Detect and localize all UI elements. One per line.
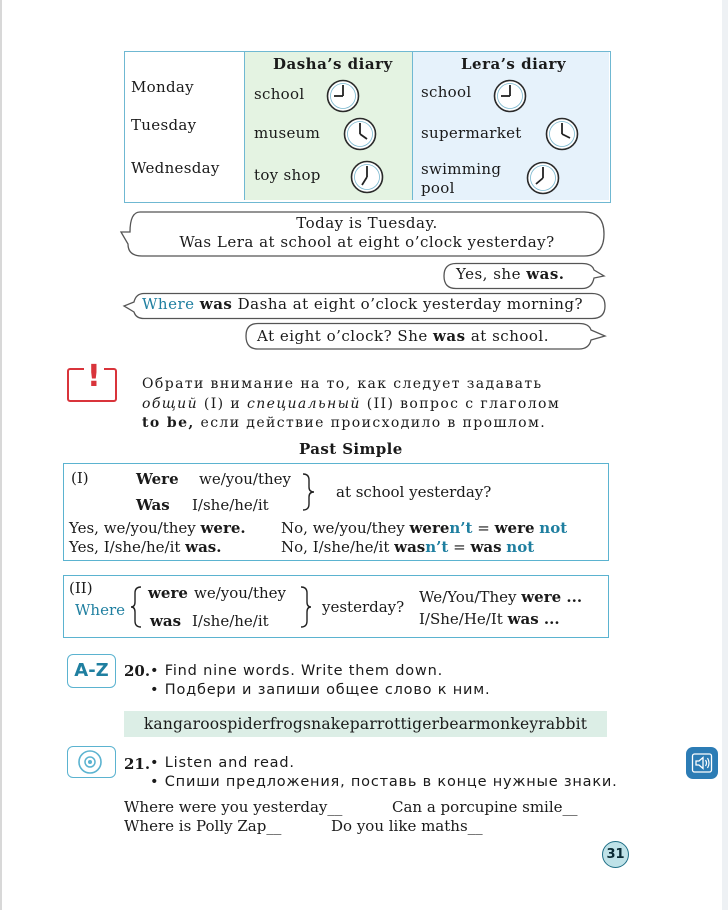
sentence-2-blank: __ xyxy=(562,798,578,816)
g1-r2-yes-was: was. xyxy=(185,538,222,556)
g2-yesterday: yesterday? xyxy=(322,598,405,616)
g1-was-subjects: I/she/he/it xyxy=(192,496,269,514)
g1-r2-eq: = xyxy=(453,538,466,556)
day-monday: Monday xyxy=(131,78,194,96)
g2-were-subjects: we/you/they xyxy=(194,584,287,602)
bubble-3-rest: Dasha at eight o’clock yesterday morning? xyxy=(237,295,584,313)
g1-r2-no: No, I/she/he/it xyxy=(281,538,395,556)
bubble-4-text xyxy=(257,327,549,346)
g1-r1-yes-were: were. xyxy=(200,519,246,537)
sentence-3-text: Where is Polly Zap xyxy=(124,817,267,835)
g1-r1-nt: n’t xyxy=(449,519,473,537)
g1-r2-yes: Yes, I/she/he/it xyxy=(69,538,186,556)
g1-were-subjects: we/you/they xyxy=(199,470,292,488)
speaker-icon xyxy=(686,747,718,779)
g1-answer-yes-1 xyxy=(69,519,246,537)
attention-rest: если действие происходило в прошлом. xyxy=(194,415,547,431)
task-21-line-1: • Listen and read. xyxy=(150,755,295,771)
past-simple-title: Past Simple xyxy=(299,440,403,458)
g1-label: (I) xyxy=(71,469,89,487)
task-21-line-2: • Спиши предложения, поставь в конце нужные знаки. xyxy=(150,774,618,790)
sentence-3-blank: __ xyxy=(266,817,282,835)
g1-was: Was xyxy=(136,496,170,514)
exclamation-icon: ! xyxy=(84,360,104,394)
clock-icon xyxy=(350,160,384,194)
g1-were: Were xyxy=(136,470,179,488)
bubble-1-line-1: Today is Tuesday. xyxy=(296,214,438,232)
bubble-3-was: was xyxy=(199,295,233,313)
task-20-number: 20. xyxy=(124,662,151,680)
g1-r2-was: was xyxy=(470,538,502,556)
sentence-2 xyxy=(392,798,578,816)
attention-line-3 xyxy=(142,414,546,433)
day-tuesday: Tuesday xyxy=(131,116,197,134)
dasha-tuesday: museum xyxy=(254,124,321,142)
attention-line-2 xyxy=(142,395,560,414)
g1-r1-eq: = xyxy=(477,519,490,537)
g2-label: (II) xyxy=(69,579,93,597)
g1-answer-no-1 xyxy=(281,519,567,537)
sentence-4-blank: __ xyxy=(467,817,483,835)
g2-left-brace xyxy=(130,585,144,629)
g1-r2-nt: n’t xyxy=(425,538,449,556)
az-icon: A-Z xyxy=(67,654,116,688)
clock-icon xyxy=(493,79,527,113)
g2-right-brace xyxy=(298,585,312,629)
g1-r1-no: No, we/you/they xyxy=(281,519,410,537)
lera-monday: school xyxy=(421,83,472,101)
task-20-line-1: • Find nine words. Write them down. xyxy=(150,663,443,679)
g2-answer-1 xyxy=(419,588,582,606)
audio-play-button[interactable] xyxy=(686,747,718,779)
lera-wednesday-2: pool xyxy=(421,179,455,197)
g1-rest: at school yesterday? xyxy=(336,483,492,501)
attention-mid: (I) и xyxy=(203,396,242,412)
g2-a1-were: were ... xyxy=(521,588,583,606)
bubble-1-line-2: Was Lera at school at eight o’clock yesterday? xyxy=(179,233,555,251)
g2-a1-subj: We/You/They xyxy=(419,588,522,606)
sentence-4-text: Do you like maths xyxy=(331,817,468,835)
g1-r2-no-was: was xyxy=(394,538,426,556)
attention-line-1: Обрати внимание на то, как следует задавать xyxy=(142,376,543,392)
bubble-4-pre: At eight o’clock? She xyxy=(257,327,434,345)
clock-icon xyxy=(545,117,579,151)
g1-r1-yes: Yes, we/you/they xyxy=(69,519,201,537)
sentence-1 xyxy=(124,798,342,816)
dasha-monday: school xyxy=(254,85,305,103)
g2-was: was xyxy=(150,612,182,630)
bubble-3-where: Where xyxy=(142,295,195,313)
sentence-3 xyxy=(124,817,281,835)
sentence-1-text: Where were you yesterday xyxy=(124,798,328,816)
bubble-2-pre: Yes, she xyxy=(456,265,527,283)
g1-answer-yes-2 xyxy=(69,538,221,556)
g2-were: were xyxy=(148,584,188,602)
right-edge xyxy=(722,0,728,910)
attention-end: (II) вопрос с глаголом xyxy=(366,396,561,412)
sentence-2-text: Can a porcupine smile xyxy=(392,798,563,816)
clock-icon xyxy=(326,79,360,113)
page-edge xyxy=(0,0,2,910)
clock-icon xyxy=(343,117,377,151)
dasha-wednesday: toy shop xyxy=(254,166,321,184)
g2-a2-was: was ... xyxy=(507,610,560,628)
cd-icon xyxy=(77,749,103,775)
g1-answer-no-2 xyxy=(281,538,534,556)
g1-r2-not: not xyxy=(506,538,535,556)
sentence-1-blank: __ xyxy=(327,798,343,816)
bubble-2-was: was. xyxy=(526,265,565,283)
attention-to-be: to be, xyxy=(142,415,195,431)
sentence-4 xyxy=(331,817,483,835)
g2-a2-subj: I/She/He/It xyxy=(419,610,508,628)
g1-r1-no-were: were xyxy=(409,519,450,537)
task-21-number: 21. xyxy=(124,755,151,773)
dasha-diary-header: Dasha’s diary xyxy=(273,55,393,73)
clock-icon xyxy=(526,161,560,195)
bubble-4-post: at school. xyxy=(465,327,549,345)
attention-special: специальный xyxy=(247,396,361,412)
word-chain-strip: kangaroospiderfrogsnakeparrottigerbearmonkeyrabbit xyxy=(124,711,607,737)
day-wednesday: Wednesday xyxy=(131,159,220,177)
g1-r1-were: were xyxy=(494,519,535,537)
bubble-3-text xyxy=(142,295,583,314)
attention-general: общий xyxy=(142,396,199,412)
lera-wednesday-1: swimming xyxy=(421,160,502,178)
g2-where: Where xyxy=(75,601,126,619)
page-number: 31 xyxy=(602,841,629,868)
lera-diary-header: Lera’s diary xyxy=(461,55,567,73)
g1-brace xyxy=(300,472,316,512)
g2-was-subjects: I/she/he/it xyxy=(192,612,269,630)
task-20-line-2: • Подбери и запиши общее слово к ним. xyxy=(150,682,491,698)
bubble-4-was: was xyxy=(433,327,466,345)
bubble-2-text xyxy=(456,265,565,284)
g1-r1-not: not xyxy=(539,519,568,537)
lera-tuesday: supermarket xyxy=(421,124,522,142)
g2-answer-2 xyxy=(419,610,560,628)
